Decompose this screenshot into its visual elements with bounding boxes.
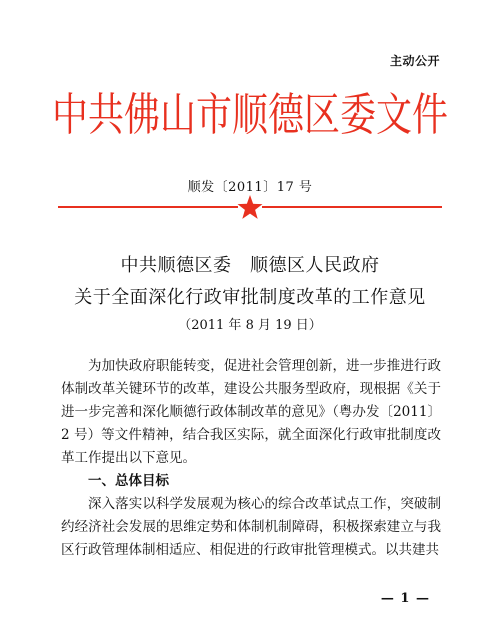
document-title-line2: 关于全面深化行政审批制度改革的工作意见: [74, 287, 426, 308]
document-title-line1: 中共顺德区委 顺德区人民政府: [120, 255, 380, 276]
red-rule-right: [262, 206, 442, 208]
red-rule-left: [58, 206, 238, 208]
page-number: — 1 —: [380, 591, 430, 606]
disclosure-label: 主动公开: [389, 54, 440, 68]
section-heading: 一、总体目标: [88, 473, 169, 489]
red-star-icon: [236, 193, 264, 221]
document-body: [61, 355, 441, 562]
body-paragraph: 为加快政府职能转变，促进社会管理创新，进一步推进行政体制改革关键环节的改革，建设公共服务型政府，现根据《关于进一步完善和深化顺德行政体制改革的意见》（粤办发〔2011〕2 号）等文件精神，结合我区实际，就全面深化行政审批制度改革工作提出以下意见。: [61, 358, 441, 466]
document-date: （2011 年 8 月 19 日）: [178, 318, 322, 333]
body-paragraph: 深入落实以科学发展观为核心的综合改革试点工作，突破制约经济社会发展的思维定势和体制机制障碍，积极探索建立与我区行政管理体制相适应、相促进的行政审批管理模式。以共建共: [61, 496, 441, 558]
document-masthead: 中共佛山市顺德区委文件: [51, 89, 448, 141]
document-number: 顺发〔2011〕17 号: [187, 180, 313, 195]
